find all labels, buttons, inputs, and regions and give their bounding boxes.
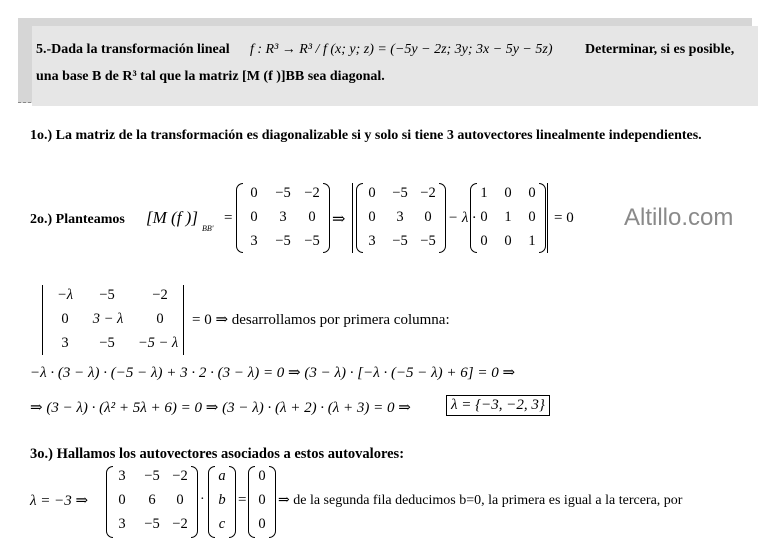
matrix-cell: −5 bbox=[392, 185, 408, 201]
matrix-cell: 3 bbox=[279, 209, 287, 225]
vector-cell: 0 bbox=[258, 468, 266, 484]
matrix-cell: 3 − λ bbox=[92, 311, 124, 327]
equals-zero: = 0 bbox=[554, 210, 574, 226]
matrix-cell: 0 bbox=[308, 209, 316, 225]
eigen-matrix bbox=[106, 466, 198, 538]
transformation-matrix bbox=[236, 183, 330, 253]
matrix-cell: 0 bbox=[368, 185, 376, 201]
dot-operator: · bbox=[200, 492, 205, 507]
problem-box bbox=[18, 18, 752, 103]
matrix-cell: −2 bbox=[152, 287, 168, 303]
matrix-cell: 6 bbox=[148, 492, 156, 508]
matrix-cell: −λ bbox=[56, 287, 74, 303]
matrix-cell: 0 bbox=[250, 209, 258, 225]
matrix-cell: −5 bbox=[144, 516, 160, 532]
matrix-cell: 0 bbox=[480, 233, 488, 249]
matrix-cell: −2 bbox=[420, 185, 436, 201]
vector-cell: b bbox=[218, 492, 226, 508]
matrix-cell: −2 bbox=[304, 185, 320, 201]
det-text: = 0 ⇒ desarrollamos por primera columna: bbox=[192, 312, 450, 328]
zero-vector bbox=[248, 466, 276, 538]
step1-text: 1o.) La matriz de la transformación es diagonalizable si y solo si tiene 3 autovectores linealmente independientes. bbox=[30, 128, 702, 143]
equals-sign: = bbox=[238, 492, 247, 508]
problem-box-inner bbox=[32, 26, 758, 106]
step2-matrix-label: [M (f )] bbox=[146, 208, 198, 227]
matrix-cell: −5 bbox=[275, 233, 291, 249]
matrix-cell: −2 bbox=[172, 468, 188, 484]
matrix-cell: 3 bbox=[118, 516, 126, 532]
matrix-cell: 1 bbox=[504, 209, 512, 225]
problem-line1-prefix: 5.-Dada la transformación lineal bbox=[36, 42, 230, 57]
matrix-cell: 0 bbox=[118, 492, 126, 508]
matrix-cell: 1 bbox=[480, 185, 488, 201]
matrix-cell: 0 bbox=[504, 185, 512, 201]
matrix-cell: −5 bbox=[144, 468, 160, 484]
matrix-cell: 1 bbox=[528, 233, 536, 249]
matrix-cell: −5 bbox=[304, 233, 320, 249]
eigenvalues-result: λ = {−3, −2, 3} bbox=[446, 395, 550, 416]
step3-tail: ⇒ de la segunda fila deducimos b=0, la primera es igual a la tercera, por bbox=[278, 493, 683, 508]
matrix-cell: 0 bbox=[480, 209, 488, 225]
matrix-cell: 0 bbox=[368, 209, 376, 225]
matrix-cell: 3 bbox=[61, 335, 69, 351]
expansion-line: −λ · (3 − λ) · (−5 − λ) + 3 · 2 · (3 − λ) = 0 ⇒ (3 − λ) · [−λ · (−5 − λ) + 6] = 0 ⇒ bbox=[30, 365, 516, 381]
matrix-cell: 0 bbox=[61, 311, 69, 327]
matrix-cell: −5 bbox=[99, 287, 115, 303]
problem-line1-suffix: Determinar, si es posible, bbox=[585, 42, 735, 57]
unknown-vector bbox=[208, 466, 236, 538]
equals-sign: = bbox=[224, 210, 233, 226]
step2-label: 2o.) Planteamos bbox=[30, 212, 125, 227]
matrix-cell: −5 bbox=[275, 185, 291, 201]
matrix-cell: −5 bbox=[420, 233, 436, 249]
matrix-cell: 0 bbox=[176, 492, 184, 508]
vector-cell: 0 bbox=[258, 492, 266, 508]
characteristic-determinant bbox=[40, 285, 186, 355]
matrix-cell: 3 bbox=[250, 233, 258, 249]
minus-lambda: − λ · bbox=[448, 210, 476, 226]
matrix-cell: 0 bbox=[424, 209, 432, 225]
identity-matrix bbox=[470, 183, 546, 253]
matrix-cell: 0 bbox=[504, 233, 512, 249]
step2-subscript: BB' bbox=[202, 224, 214, 233]
matrix-cell: −5 bbox=[392, 233, 408, 249]
vector-cell: a bbox=[218, 468, 226, 484]
matrix-cell: 0 bbox=[528, 185, 536, 201]
vector-cell: 0 bbox=[258, 516, 266, 532]
matrix-cell: −5 bbox=[99, 335, 115, 351]
a-matrix bbox=[356, 183, 446, 253]
problem-line2: una base B de R³ tal que la matriz [M (f )]BB sea diagonal. bbox=[36, 69, 385, 84]
lambda-minus3: λ = −3 ⇒ bbox=[30, 493, 89, 509]
matrix-cell: −2 bbox=[172, 516, 188, 532]
matrix-cell: 3 bbox=[368, 233, 376, 249]
matrix-cell: 0 bbox=[528, 209, 536, 225]
implies-arrow: ⇒ bbox=[332, 211, 346, 228]
matrix-cell: 0 bbox=[156, 311, 164, 327]
matrix-cell: 3 bbox=[118, 468, 126, 484]
problem-line1-map: f : R³ → R³ / f (x; y; z) = (−5y − 2z; 3y; 3x − 5y − 5z) bbox=[250, 42, 553, 57]
step3-title: 3o.) Hallamos los autovectores asociados a estos autovalores: bbox=[30, 446, 405, 462]
factorization-line: ⇒ (3 − λ) · (λ² + 5λ + 6) = 0 ⇒ (3 − λ) · (λ + 2) · (λ + 3) = 0 ⇒ bbox=[30, 400, 411, 416]
matrix-cell: 0 bbox=[250, 185, 258, 201]
matrix-cell: −5 − λ bbox=[137, 335, 179, 351]
matrix-cell: 3 bbox=[396, 209, 404, 225]
vector-cell: c bbox=[218, 516, 226, 532]
watermark-text: Altillo.com bbox=[624, 204, 734, 231]
